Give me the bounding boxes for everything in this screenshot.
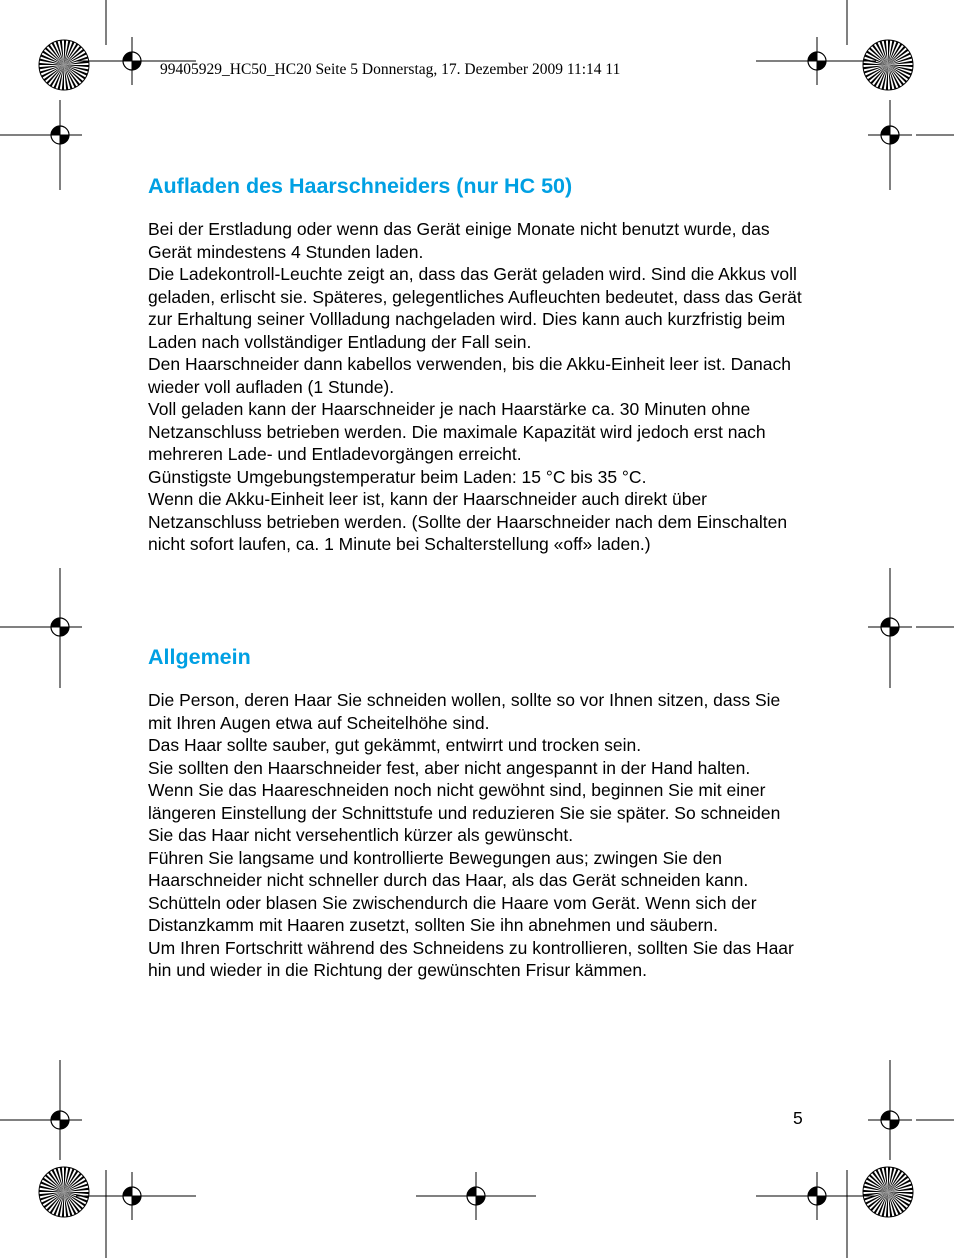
paragraph: Die Person, deren Haar Sie schneiden wollen, sollte so vor Ihnen sitzen, dass Sie mit Ihren Augen etwa auf Scheitelhöhe sind. xyxy=(148,690,781,733)
starburst-mark xyxy=(863,1167,913,1217)
starburst-mark xyxy=(39,40,89,90)
paragraph: Bei der Erstladung oder wenn das Gerät einige Monate nicht benutzt wurde, das Gerät mindestens 4 Stunden laden. xyxy=(148,219,770,262)
registration-mark xyxy=(868,113,912,157)
paragraph: Günstigste Umgebungstemperatur beim Laden: 15 °C bis 35 °C. xyxy=(148,466,647,487)
paragraph: Wenn Sie das Haareschneiden noch nicht gewöhnt sind, beginnen Sie mit einer längeren Einstellung der Schnittstufe und reduzieren Sie sie später. So schneiden Sie das Haar nicht versehentlich kürzer als gewünscht. xyxy=(148,780,781,845)
paragraph: Führen Sie langsame und kontrollierte Bewegungen aus; zwingen Sie den Haarschneider nicht schneller durch das Haar, als das Gerät schneiden kann. xyxy=(148,847,749,890)
paragraph: Voll geladen kann der Haarschneider je nach Haarstärke ca. 30 Minuten ohne Netzanschluss betrieben werden. Die maximale Kapazität wird jedoch erst nach mehreren Lade- und Entladevorgängen erreicht. xyxy=(148,399,766,464)
starburst-mark xyxy=(39,1167,89,1217)
section-body-charging xyxy=(148,218,808,556)
paragraph: Wenn die Akku-Einheit leer ist, kann der Haarschneider auch direkt über Netzanschluss betrieben werden. (Sollte der Haarschneider nach dem Einschalten nicht sofort laufen, ca. 1 Minute bei Schalterstellung «off» laden.) xyxy=(148,489,788,554)
section-body-general xyxy=(148,689,808,982)
section-title-general: Allgemein xyxy=(148,645,251,669)
paragraph: Das Haar sollte sauber, gut gekämmt, entwirrt und trocken sein. xyxy=(148,735,642,755)
registration-mark xyxy=(38,113,82,157)
paragraph: Den Haarschneider dann kabellos verwenden, bis die Akku-Einheit leer ist. Danach wieder voll aufladen (1 Stunde). xyxy=(148,354,792,397)
section-title-charging: Aufladen des Haarschneiders (nur HC 50) xyxy=(148,174,573,198)
paragraph: Die Ladekontroll-Leuchte zeigt an, dass das Gerät geladen wird. Sind die Akkus voll geladen, erlischt sie. Späteres, gelegentliches Aufleuchten bedeutet, dass das Gerät zur Erhaltung seiner Vollladung nachgeladen wird. Dies kann auch kurzfristig beim Laden nach vollständiger Entladung der Fall sein. xyxy=(148,264,802,352)
registration-mark xyxy=(868,1098,912,1142)
paragraph: Um Ihren Fortschritt während des Schneidens zu kontrollieren, sollten Sie das Haar hin und wieder in die Richtung der gewünschten Frisur kämmen. xyxy=(148,937,794,980)
print-info-header: 99405929_HC50_HC20 Seite 5 Donnerstag, 17. Dezember 2009 11:14 11 xyxy=(160,61,621,78)
starburst-mark xyxy=(863,40,913,90)
page-number: 5 xyxy=(793,1108,803,1128)
paragraph: Schütteln oder blasen Sie zwischendurch die Haare vom Gerät. Wenn sich der Distanzkamm mit Haaren zusetzt, sollten Sie ihn abnehmen und säubern. xyxy=(148,892,757,935)
registration-mark xyxy=(38,1098,82,1142)
paragraph: Sie sollten den Haarschneider fest, aber nicht angespannt in der Hand halten. xyxy=(148,757,751,778)
